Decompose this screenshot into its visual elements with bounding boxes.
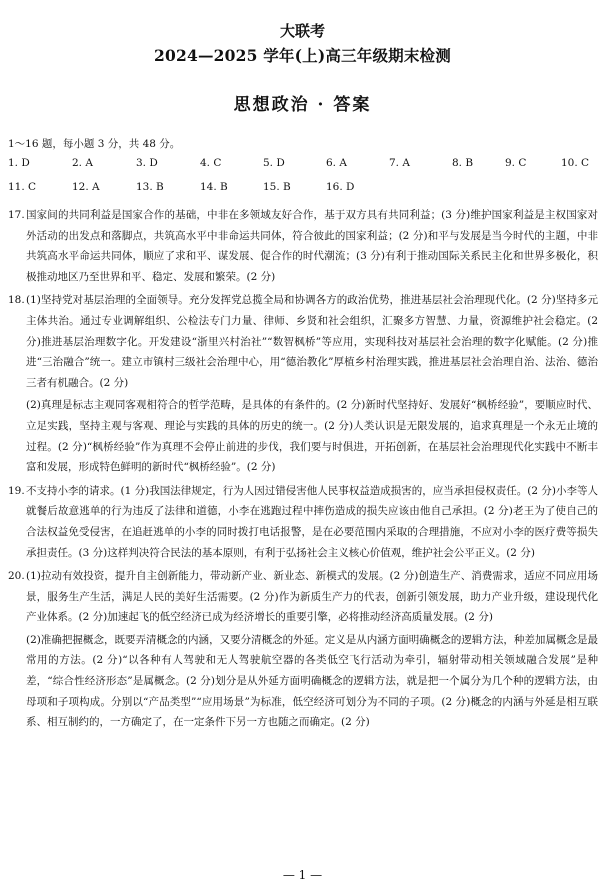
- page-number: — 1 —: [282, 868, 323, 882]
- answer-body: [26, 290, 598, 477]
- answer-part-2: (2)准确把握概念，既要弄清概念的内涵，又要分清概念的外延。定义是从内涵方面明确概念的逻辑方法，种差加属概念是最常用的方法。(2 分)“以各种有人驾驶和无人驾驶航空器的各类低空飞行活动为牵引，辐射带动相关领域融合发展”是种差，“综合性经济形态”是属概念。(2 分)划分是从外延方面明确概念的逻辑方法，就是把一个属分为几个种的逻辑方法，由母项和子项构成。分别以“产品类型”“应用场景”为标准，低空经济可划分为不同的子项。(2 分)概念的内涵与外延是相互联系、相互制约的，一方确定了，在一定条件下另一方也随之而确定。(2 分): [26, 633, 598, 729]
- answer-part-2: (2)真理是标志主观同客观相符合的哲学范畴，是具体的有条件的。(2 分)新时代坚持好、发展好“枫桥经验”，要顺应时代、立足实践，坚持主观与客观、理论与实践的具体的历史的统一。(2 分)人类认识是无限发展的，追求真理是一个永无止境的过程。(2 分)“枫桥经验”作为真理不会停止前进的步伐，我们要与时俱进，开拓创新，在基层社会治理现代化实践中不断丰富和发展，形成特色鲜明的新时代“枫桥经验”。(2 分): [26, 399, 598, 474]
- question-20: [8, 566, 598, 733]
- choice-intro: 1～16 题，每小题 3 分，共 48 分。: [8, 138, 181, 150]
- answer-item: 6. A: [326, 157, 347, 169]
- subjective-answers: [8, 205, 598, 733]
- answer-item: 2. A: [72, 157, 93, 169]
- exam-brand: 大联考: [279, 22, 325, 40]
- subject-title: 思想政治 · 答案: [233, 95, 372, 115]
- question-number: 20.: [8, 570, 25, 583]
- answer-item: 9. C: [505, 157, 527, 169]
- answer-item: 5. D: [263, 157, 285, 169]
- answer-item: 16. D: [326, 181, 355, 193]
- question-17: [8, 205, 598, 287]
- question-18: [8, 290, 598, 477]
- answer-item: 14. B: [200, 181, 228, 193]
- answer-item: 12. A: [72, 181, 100, 193]
- choice-answers: [8, 157, 598, 205]
- question-19: [8, 481, 598, 563]
- answer-part-1: (1)坚持党对基层治理的全面领导。充分发挥党总揽全局和协调各方的政治优势，推进基层社会治理现代化。(2 分)坚持多元主体共治。通过专业调解组织、公检法专门力量、律师、乡贤和社会组织，汇聚多方智慧、力量，资源维护社会稳定。(2 分)推进基层治理数字化。开发建设“浙里兴村治社”“数智枫桥”等应用，实现科技对基层社会治理的数字化赋能。(2 分)推进“三治融合”统一。建立市镇村三级社会治理中心，用“德治教化”厚植乡村治理实践，推进基层社会治理自治、法治、德治三者有机融合。(2 分): [26, 294, 598, 389]
- answer-row: [8, 181, 598, 205]
- answer-item: 10. C: [561, 157, 590, 169]
- question-number: 17.: [8, 209, 25, 221]
- question-number: 18.: [8, 294, 25, 307]
- question-number: 19.: [8, 484, 25, 497]
- answer-item: 3. D: [136, 157, 158, 169]
- answer-part-1: (1)拉动有效投资，提升自主创新能力，带动新产业、新业态、新模式的发展。(2 分)创造生产、消费需求，适应不同应用场景，服务生产生活，满足人民的美好生活需要。(2 分)作为新质生产力的代表，创新引领发展，助力产业升级，建设现代化产业体系。(2 分)加速起飞的低空经济已成为经济增长的重要引擎，必将推动经济高质量发展。(2 分): [26, 570, 598, 624]
- answer-text: 不支持小李的请求。(1 分)我国法律规定，行为人因过错侵害他人民事权益造成损害的，应当承担侵权责任。(2 分)小李等人就餐后故意逃单的行为违反了法律和道德，小李在逃跑过程中摔伤造成的损失应该由他自己承担。(2 分)老王为了使自己的合法权益免受侵害，在追赶逃单的小李的同时拨打电话报警，是在必要范围内采取的合理措施，不应对小李的医疗费等损失承担责任。(3 分)这样判决符合民法的基本原则，有利于弘扬社会主义核心价值观，维护社会公平正义。(2 分): [26, 484, 598, 559]
- answer-row: [8, 157, 598, 181]
- answer-item: 11. C: [8, 181, 37, 193]
- answer-item: 7. A: [389, 157, 410, 169]
- answer-item: 1. D: [8, 157, 30, 169]
- answer-item: 4. C: [200, 157, 222, 169]
- answer-item: 15. B: [263, 181, 291, 193]
- answer-item: 13. B: [136, 181, 164, 193]
- answer-text: 国家间的共同利益是国家合作的基础，中非在多领域友好合作，基于双方具有共同利益；(3 分)维护国家利益是主权国家对外活动的出发点和落脚点，共筑高水平中非命运共同体，符合彼此的国家利益；(2 分)和平与发展是当今时代的主题，中非共筑高水平命运共同体，顺应了求和平、谋发展、促合作的时代潮流；(3 分)有利于推动国际关系民主化和世界多极化，积极推动地区乃至世界和平、稳定、发展和繁荣。(2 分): [26, 209, 598, 283]
- answer-item: 8. B: [452, 157, 474, 169]
- exam-title: 2024—2025 学年(上)高三年级期末检测: [154, 46, 451, 65]
- answer-body: [26, 566, 598, 733]
